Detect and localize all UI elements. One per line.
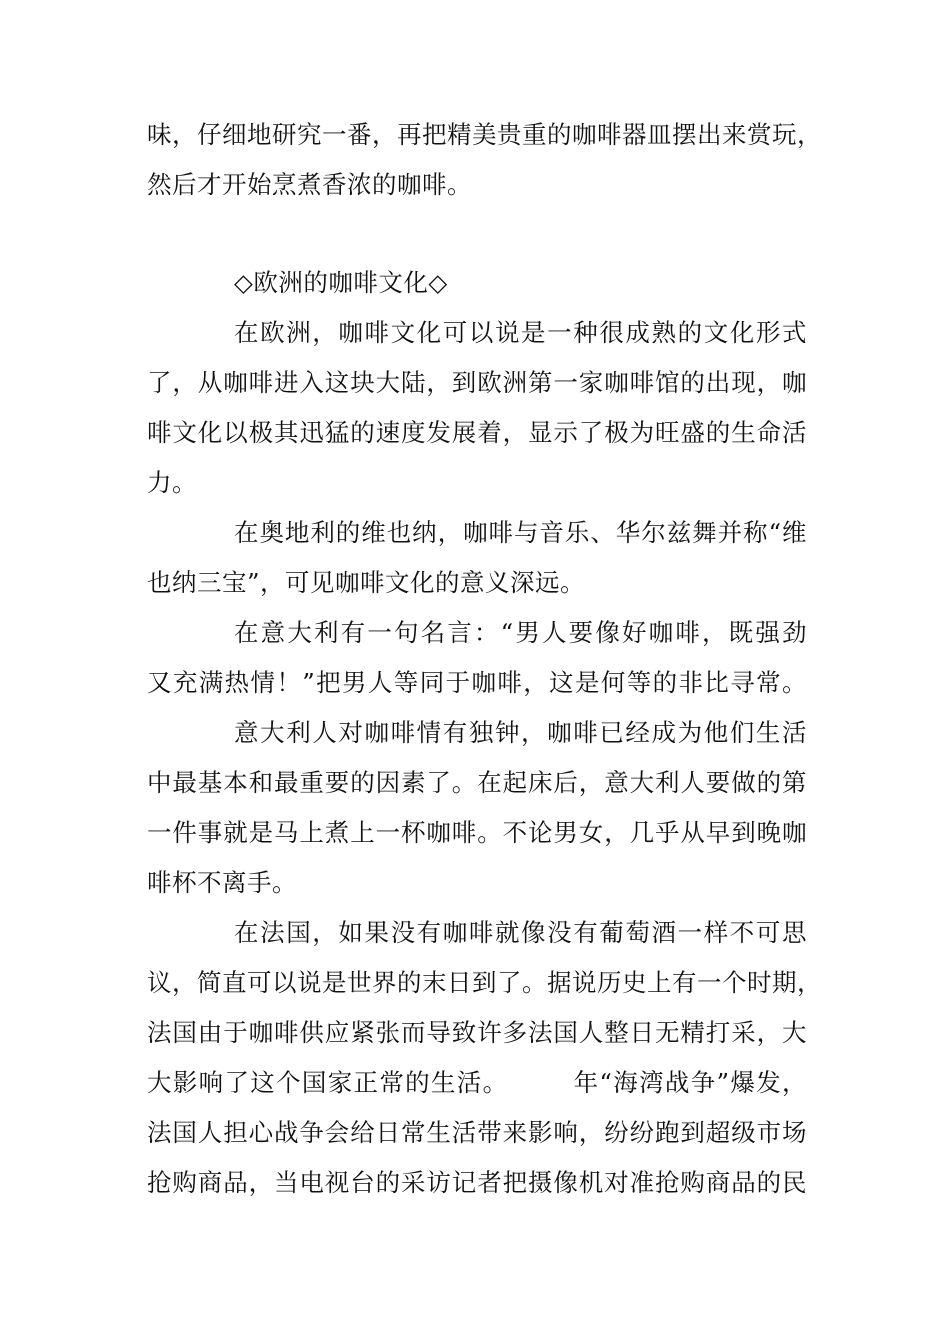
text-line: 啡杯不离手。	[147, 868, 297, 897]
text-line: 又充满热情！”把男人等同于咖啡，这是何等的非比寻常。	[147, 668, 807, 697]
text-line: 在意大利有一句名言：“男人要像好咖啡，既强劲	[234, 618, 807, 647]
text-line: 味，仔细地研究一番，再把精美贵重的咖啡器皿摆出来赏玩，	[147, 120, 822, 149]
text-line: 在法国，如果没有咖啡就像没有葡萄酒一样不可思	[234, 918, 807, 947]
text-line: 在奥地利的维也纳，咖啡与音乐、华尔兹舞并称“维	[234, 518, 807, 547]
text-line: 然后才开始烹煮香浓的咖啡。	[147, 170, 472, 199]
section-heading: ◇欧洲的咖啡文化◇	[234, 268, 448, 297]
text-line: 大影响了这个国家正常的生活。 年“海湾战争”爆发，	[147, 1068, 807, 1097]
text-line: 了，从咖啡进入这块大陆，到欧洲第一家咖啡馆的出现，咖	[147, 368, 807, 397]
text-line: 法国由于咖啡供应紧张而导致许多法国人整日无精打采，大	[147, 1018, 807, 1047]
text-line: 中最基本和最重要的因素了。在起床后，意大利人要做的第	[147, 768, 807, 797]
text-line: 议，简直可以说是世界的末日到了。据说历史上有一个时期，	[147, 968, 822, 997]
text-line: 一件事就是马上煮上一杯咖啡。不论男女，几乎从早到晚咖	[147, 818, 807, 847]
text-line: 法国人担心战争会给日常生活带来影响，纷纷跑到超级市场	[147, 1118, 807, 1147]
text-line: 力。	[147, 468, 197, 497]
text-line: 意大利人对咖啡情有独钟，咖啡已经成为他们生活	[234, 718, 807, 747]
text-line: 在欧洲，咖啡文化可以说是一种很成熟的文化形式	[234, 318, 807, 347]
text-line: 抢购商品，当电视台的采访记者把摄像机对准抢购商品的民	[147, 1168, 807, 1197]
text-line: 啡文化以极其迅猛的速度发展着，显示了极为旺盛的生命活	[147, 418, 807, 447]
text-line: 也纳三宝”，可见咖啡文化的意义深远。	[147, 568, 586, 597]
